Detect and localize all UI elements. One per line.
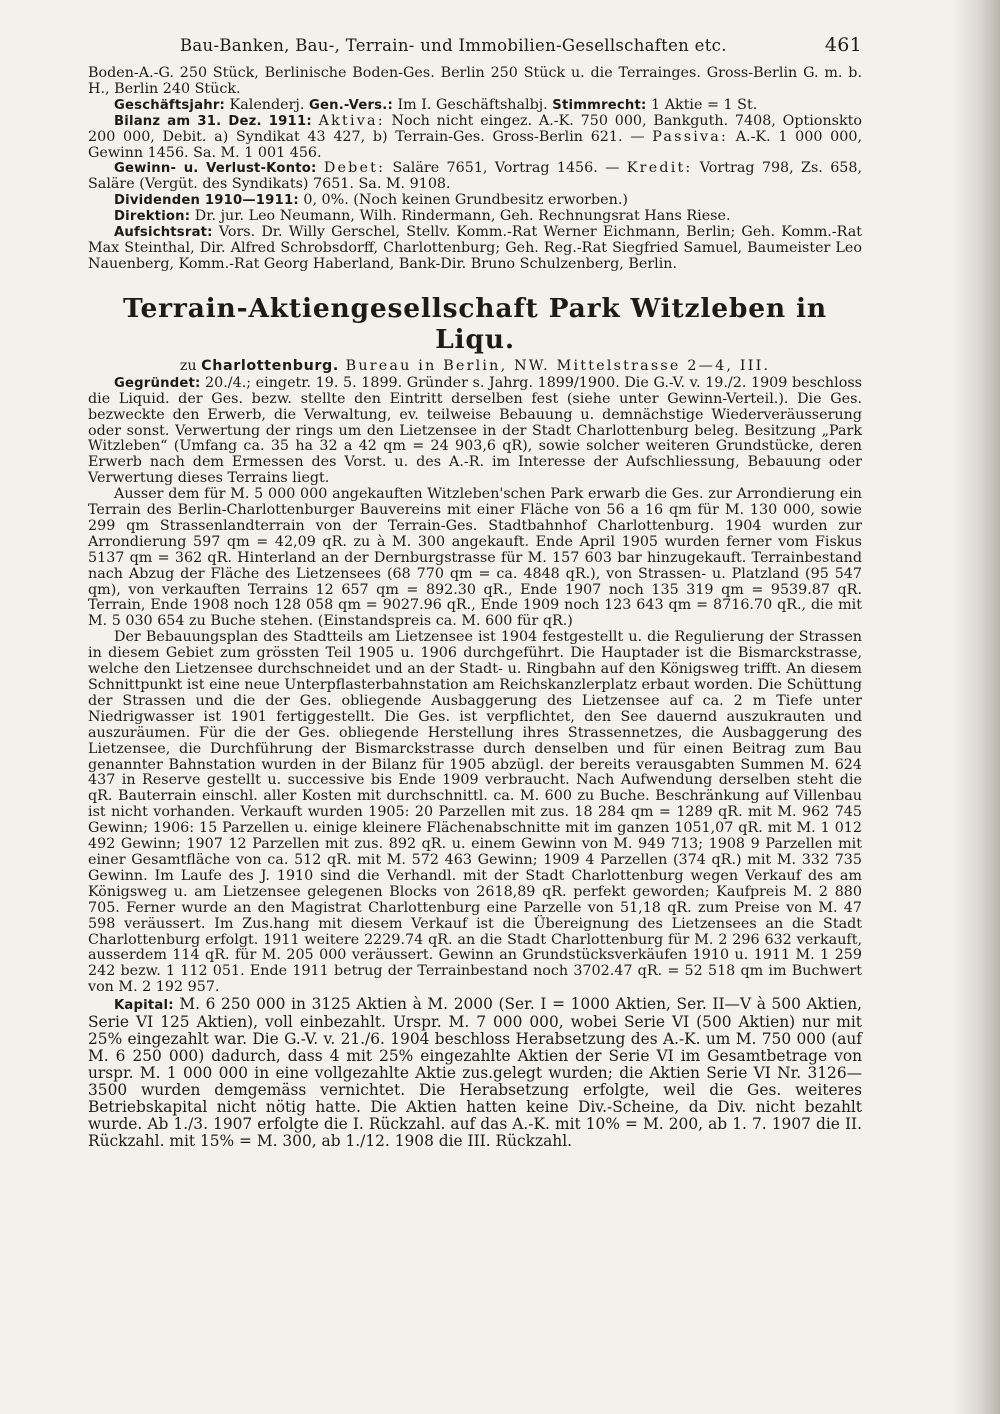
prev-entry-guv: Gewinn- u. Verlust-Konto: Debet: Saläre 7651, Vortrag 1456. — Kredit: Vortrag 798, Zs. 658, Saläre (Vergüt. des Syndikats) 7651. Sa. M. 9108. xyxy=(88,160,863,193)
kapital-paragraph: Kapital: M. 6 250 000 in 3125 Aktien à M. 2000 (Ser. I = 1000 Aktien, Ser. II—V à 500 Aktien, Serie VI 125 Aktien), voll einbezahlt. Urspr. M. 7 000 000, wobei Serie VI (500 Aktien) nur mit 25% eingezahlt war. Die G.-V. v. 21./6. 1904 beschloss Herabsetzung des A.-K. um M. 750 000 (auf M. 6 250 000) dadurch, dass 4 mit 25% eingezahlte Aktien der Serie VI im Gesamtbetrage von urspr. M. 1 000 000 in eine vollgezahlte Aktie zus.gelegt wurden; die Aktien Serie VI Nr. 3126—3500 wurden demgemäss vernichtet. Die Herabsetzung erfolgte, weil die Ges. weiteres Betriebskapital nicht nötig hatte. Die Aktien hatten keine Div.-Scheine, da Div. nicht bezahlt wurde. Ab 1./3. 1907 erfolgte die I. Rückzahl. auf das A.-K. mit 10% = M. 200, ab 1. 7. 1907 die II. Rückzahl. mit 15% = M. 300, ab 1./12. 1908 die III. Rückzahl. xyxy=(88,995,862,1151)
document-body xyxy=(88,66,862,1150)
company-title: Terrain-Aktiengesellschaft Park Witzleben in Liqu. xyxy=(123,292,827,355)
bebauungsplan-paragraph: Der Bebauungsplan des Stadtteils am Lietzensee ist 1904 festgestellt u. die Regulierung der Strassen in diesem Gebiet zum grössten Teil 1905 u. 1906 durchgeführt. Die Hauptader ist die Bismarckstrasse, welche den Lietzensee durchschneidet und an der Stadt- u. Ringbahn auf den Königsweg trifft. An diesem Schnittpunkt ist eine neue Unterpflasterbahnstation am Reichskanzlerplatz erbaut worden. Die Schüttung der Strassen und die der Ges. obliegende Ausbaggerung des Lietzensee auf ca. 2 m Tiefe unter Niedrigwasser ist 1901 fertiggestellt. Die Ges. ist verpflichtet, den See dauernd auszukrauten und auszuräumen. Für die der Ges. obliegende Herstellung ihres Strassennetzes, die Ausbaggerung des Lietzensee, die Durchführung der Bismarckstrasse durch denselben und für einen Beitrag zum Bau genannter Bahnstation wurden in der Bilanz für 1905 abzügl. der bereits verausgabten Summen M. 624 437 in Reserve gestellt u. successive bis Ende 1909 verbraucht. Nach Aufwendung derselben steht die qR. Bauterrain einschl. aller Kosten mit durchschnittl. ca. M. 600 zu Buche. Beschränkung auf Villenbau ist nicht vorhanden. Verkauft wurden 1905: 20 Parzellen mit zus. 18 284 qm = 1289 qR. mit M. 962 745 Gewinn; 1906: 15 Parzellen u. einige kleinere Flächenabschnitte mit im ganzen 1051,07 qR. mit M. 1 012 492 Gewinn; 1907 12 Parzellen mit zus. 892 qR. u. einem Gewinn von M. 949 713; 1908 9 Parzellen mit einer Gesamtfläche von ca. 512 qR. mit M. 572 463 Gewinn; 1909 4 Parzellen (374 qR.) mit M. 332 735 Gewinn. Im Laufe des J. 1910 sind die Verhandl. mit der Stadt Charlottenburg wegen Verkauf des am Königsweg u. am Lietzensee gelegenen Blocks von 2618,89 qR. perfekt geworden; Kaufpreis M. 2 880 705. Ferner wurde an den Magistrat Charlottenburg eine Parzelle von 51,18 qR. zum Preise von M. 47 598 veräussert. Im Zus.hang mit diesem Verkauf ist die Übereignung des Lietzensees an die Stadt Charlottenburg erfolgt. 1911 weitere 2229.74 qR. an die Stadt Charlottenburg für M. 2 296 632 verkauft, ausserdem 114 qR. für M. 205 000 veräussert. Gewinn an Grundstücksverkäufen 1910 u. 1911 M. 1 259 242 bezw. 1 112 051. Ende 1911 betrug der Terrainbestand noch 3702.47 qR. = 52 518 qm im Buchwert von M. 2 192 957. xyxy=(88,629,862,996)
prev-entry-aufsichtsrat: Aufsichtsrat: Vors. Dr. Willy Gerschel, Stellv. Komm.-Rat Werner Eichmann, Berlin; Geh. Komm.-Rat Max Steinthal, Dir. Alfred Schrobsdorff, Charlottenburg; Geh. Reg.-Rat Siegfried Samuel, Baumeister Leo Nauenberg, Komm.-Rat Georg Haberland, Bank-Dir. Bruno Schulzenberg, Berlin. xyxy=(88,224,862,272)
running-title: Bau-Banken, Bau-, Terrain- und Immobilien-Gesellschaften etc. xyxy=(180,36,727,55)
company-subtitle: zu Charlottenburg. Bureau in Berlin, NW. Mittelstrasse 2—4, III. xyxy=(179,357,771,374)
arrondierung-paragraph: Ausser dem für M. 5 000 000 angekauften Witzleben'schen Park erwarb die Ges. zur Arrondierung ein Terrain des Berlin-Charlottenburger Bauvereins mit einer Fläche von 56 a 16 qm für M. 130 000, sowie 299 qm Strassenlandterrain von der Terrain-Ges. Stadtbahnhof Charlottenburg. 1904 wurden zur Arrondierung 597 qm = 42,09 qR. zu à M. 300 angekauft. Ende April 1905 wurden ferner vom Fiskus 5137 qm = 362 qR. Hinterland an der Dernburgstrasse für M. 157 603 bar hinzugekauft. Terrainbestand nach Abzug der Fläche des Lietzensees (68 770 qm = ca. 4848 qR.), von Strassen- u. Platzland (95 547 qm), von verkauften Terrains 12 657 qm = 892.30 qR., Ende 1907 noch 135 319 qm = 9539.87 qR. Terrain, Ende 1908 noch 128 058 qm = 9027.96 qR., Ende 1909 noch 123 643 qm = 8716.70 qR., die mit M. 5 030 654 zu Buche stehen. (Einstandspreis ca. M. 600 für qR.) xyxy=(88,486,862,630)
prev-entry-bilanz: Bilanz am 31. Dez. 1911: Aktiva: Noch nicht eingez. A.-K. 750 000, Bankguth. 7408, Optionskto 200 000, Debit. a) Syndikat 43 427, b) Terrain-Ges. Gross-Berlin 621. — Passiva: A.-K. 1 000 000, Gewinn 1456. Sa. M. 1 001 456. xyxy=(88,112,863,161)
prev-entry-meta: Geschäftsjahr: Kalenderj. Gen.-Vers.: Im I. Geschäftshalbj. Stimmrecht: 1 Aktie = 1 St. xyxy=(114,96,758,113)
prev-entry-dividenden: Dividenden 1910—1911: 0, 0%. (Noch keinen Grundbesitz erworben.) xyxy=(114,192,628,209)
running-header xyxy=(88,34,862,56)
kapital-section xyxy=(88,996,862,1150)
prev-entry-intro: Boden-A.-G. 250 Stück, Berlinische Boden-Ges. Berlin 250 Stück u. die Terrainges. Gross-Berlin G. m. b. H., Berlin 240 Stück. xyxy=(88,65,862,97)
prev-entry-direktion: Direktion: Dr. jur. Leo Neumann, Wilh. Rindermann, Geh. Rechnungsrat Hans Riese. xyxy=(114,208,731,225)
page-edge-shadow xyxy=(952,0,1000,1414)
gegruendet-paragraph: Gegründet: 20./4.; eingetr. 19. 5. 1899. Gründer s. Jahrg. 1899/1900. Die G.-V. v. 19./2. 1909 beschloss die Liquid. der Ges. bezw. stellte den Eintritt derselben fest (siehe unter Gewinn-Verteil.). Die Ges. bezweckte den Erwerb, die Verwaltung, ev. teilweise Bebauung u. demnächstige Wiederveräusserung oder sonst. Verwertung der rings um den Lietzensee in der Stadt Charlottenburg beleg. Besitzung „Park Witzleben“ (Umfang ca. 35 ha 32 a 42 qm = 24 903,6 qR), sowie solcher weiteren Grundstücke, deren Erwerb nach dem Ermessen des Vorst. u. des A.-R. im Interesse der Aufschliessung, Bebauung oder Verwertung dieses Terrains liegt. xyxy=(88,374,862,487)
page-number: 461 xyxy=(824,34,862,56)
